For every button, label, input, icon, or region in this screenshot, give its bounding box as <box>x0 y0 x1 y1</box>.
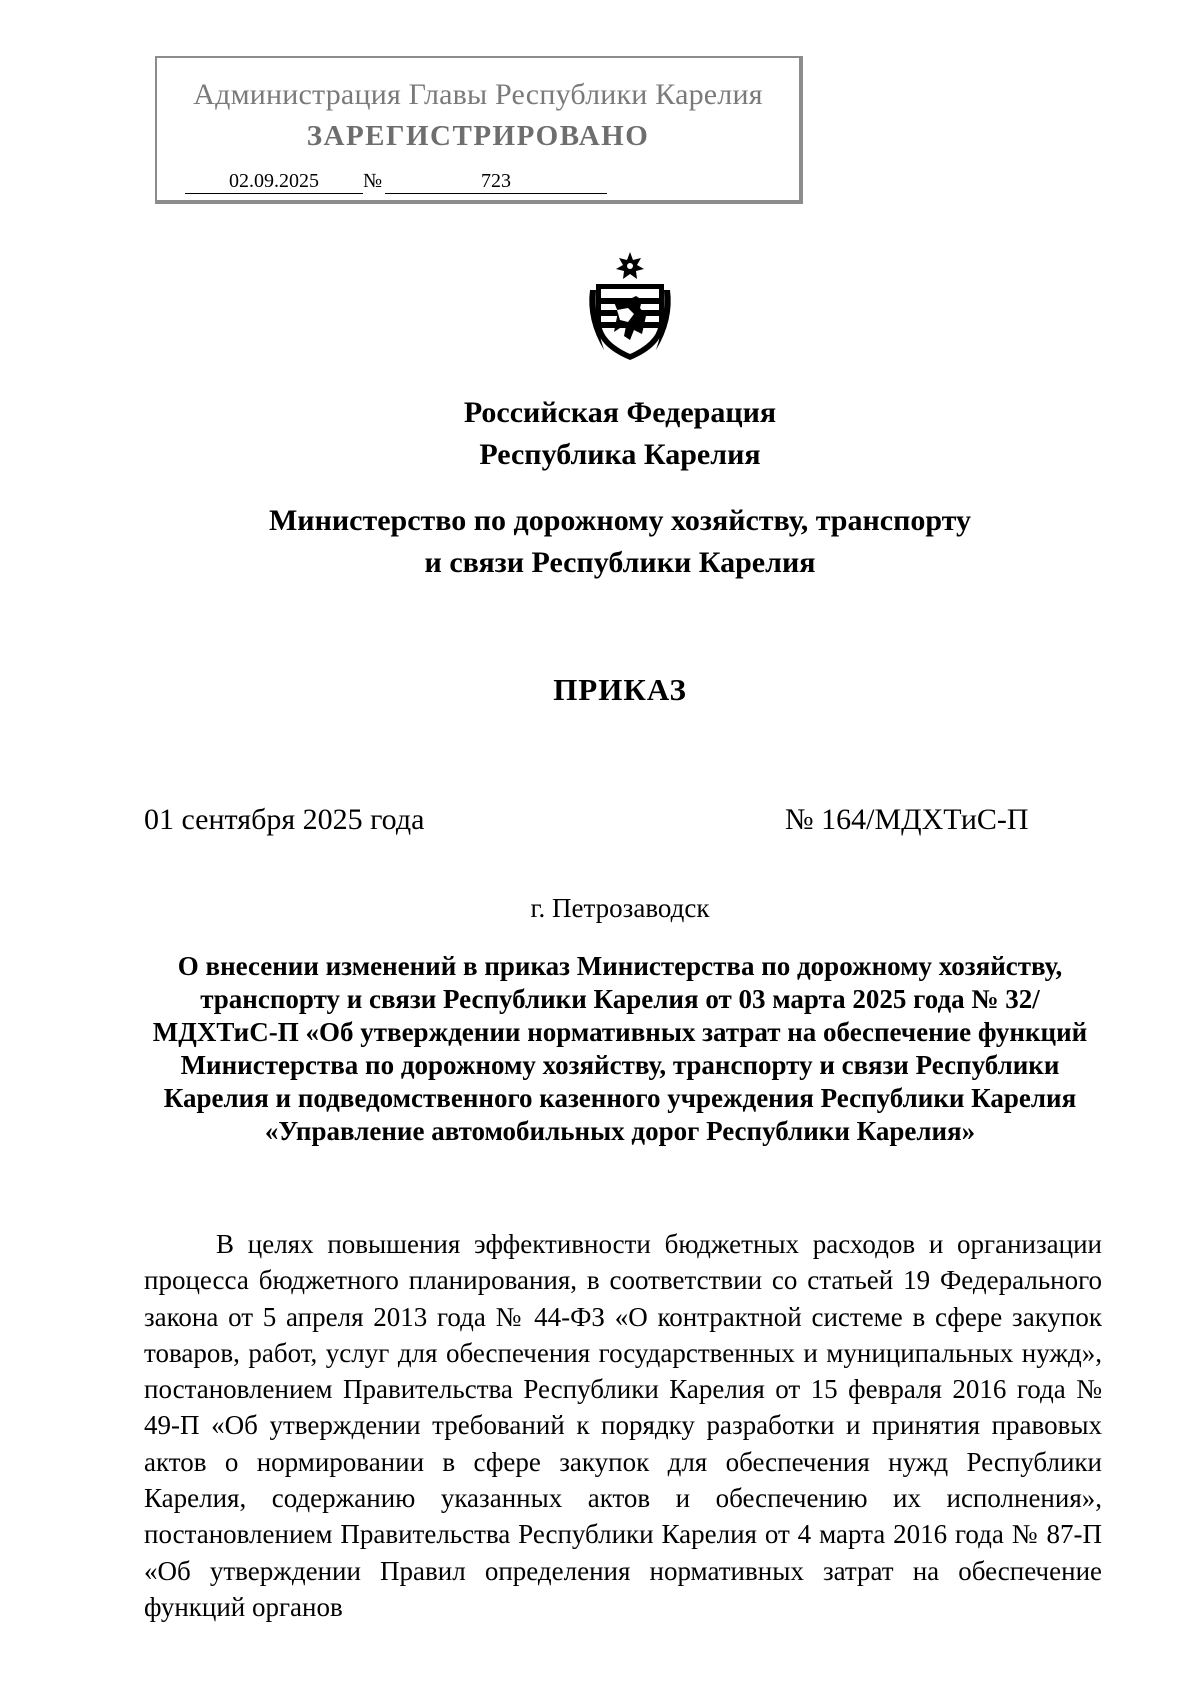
document-subject: О внесении изменений в приказ Министерства по дорожному хозяйству, транспорту и связи Республики Карелия от 03 марта 2025 года № 32/МДХТиС-П «Об утверждении нормативных затрат на обеспечение функций Министерства по дорожному хозяйству, транспорту и связи Республики Карелия и подведомственного казенного учреждения Республики Карелия «Управление автомобильных дорог Республики Карелия» <box>152 951 1088 1146</box>
stamp-organization: Администрация Главы Республики Карелия <box>193 78 763 111</box>
stamp-number: 723 <box>385 169 607 194</box>
coat-of-arms-icon <box>584 250 676 362</box>
document-date: 01 сентября 2025 года <box>144 803 425 836</box>
document-body: В целях повышения эффективности бюджетных расходов и организации процесса бюджетного планирования, в соответствии со статьей 19 Федерального закона от 5 апреля 2013 года № 44-ФЗ «О контрактной системе в сфере закупок товаров, работ, услуг для обеспечения государственных и муниципальных нужд», постановлением Правительства Республики Карелия от 15 февраля 2016 года № 49-П «Об утверждении требований к порядку разработки и принятия правовых актов о нормировании в сфере закупок для обеспечения нужд Республики Карелия, содержанию указанных актов и обеспечению их исполнения», постановлением Правительства Республики Карелия от 4 марта 2016 года № 87-П «Об утверждении Правил определения нормативных затрат на обеспечение функций органов <box>144 1229 1102 1622</box>
ministry-name-line1: Министерство по дорожному хозяйству, транспорту <box>268 504 972 537</box>
ministry-name-line2: и связи Республики Карелия <box>424 546 816 579</box>
federation-name: Российская Федерация <box>463 396 777 429</box>
stamp-date: 02.09.2025 <box>185 169 363 194</box>
stamp-number-label: № <box>363 170 383 192</box>
header-federation <box>0 392 1200 476</box>
document-city: г. Петрозаводск <box>530 893 710 923</box>
document-type: ПРИКАЗ <box>553 672 687 707</box>
republic-name: Республика Карелия <box>479 438 761 471</box>
stamp-status: ЗАРЕГИСТРИРОВАНО <box>306 120 650 152</box>
header-ministry <box>0 500 1200 584</box>
registration-stamp <box>155 56 803 204</box>
document-number: № 164/МДХТиС-П <box>785 803 1029 836</box>
